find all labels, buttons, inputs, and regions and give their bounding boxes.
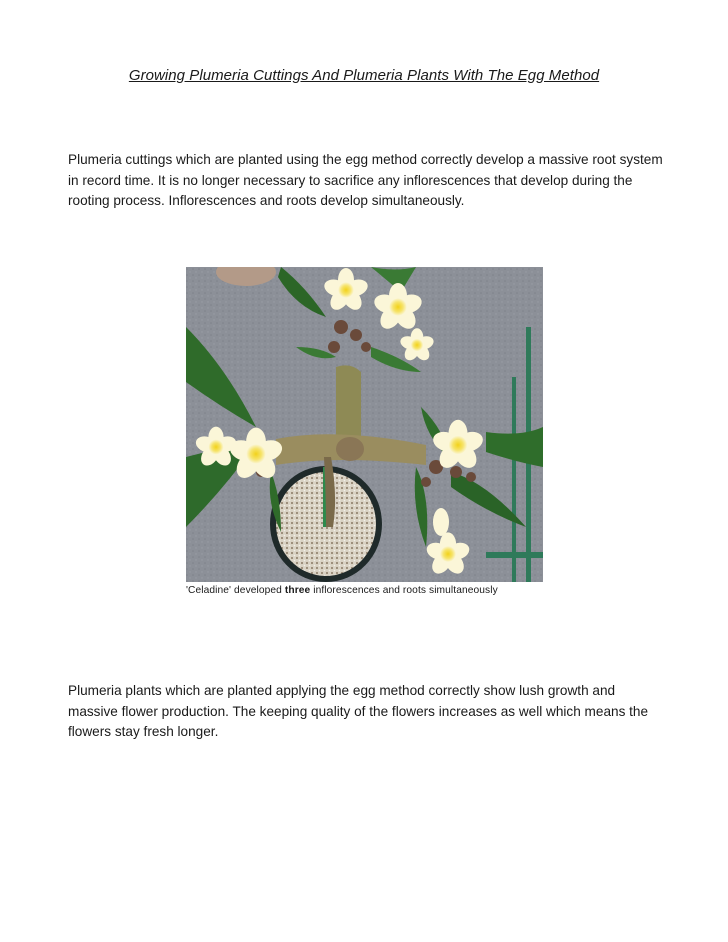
growth-paragraph: Plumeria plants which are planted applying the egg method correctly show lush growth and massive flower production. The keeping quality of the flowers increases as well which means the flowers stay fresh longer. bbox=[68, 683, 649, 739]
caption-text-start: 'Celadine' developed bbox=[186, 585, 285, 596]
plumeria-photo bbox=[186, 267, 543, 582]
caption-emphasis: three bbox=[284, 585, 311, 596]
intro-paragraph: Plumeria cuttings which are planted using the egg method correctly develop a massive root system in record time. It is no longer necessary to sacrifice any inflorescences that develop during the rooting process. Inflorescences and roots develop simultaneously. bbox=[68, 152, 663, 208]
figure-caption bbox=[186, 585, 498, 596]
page-title: Growing Plumeria Cuttings And Plumeria Plants With The Egg Method bbox=[128, 67, 600, 84]
caption-text-end: inflorescences and roots simultaneously bbox=[310, 585, 498, 596]
